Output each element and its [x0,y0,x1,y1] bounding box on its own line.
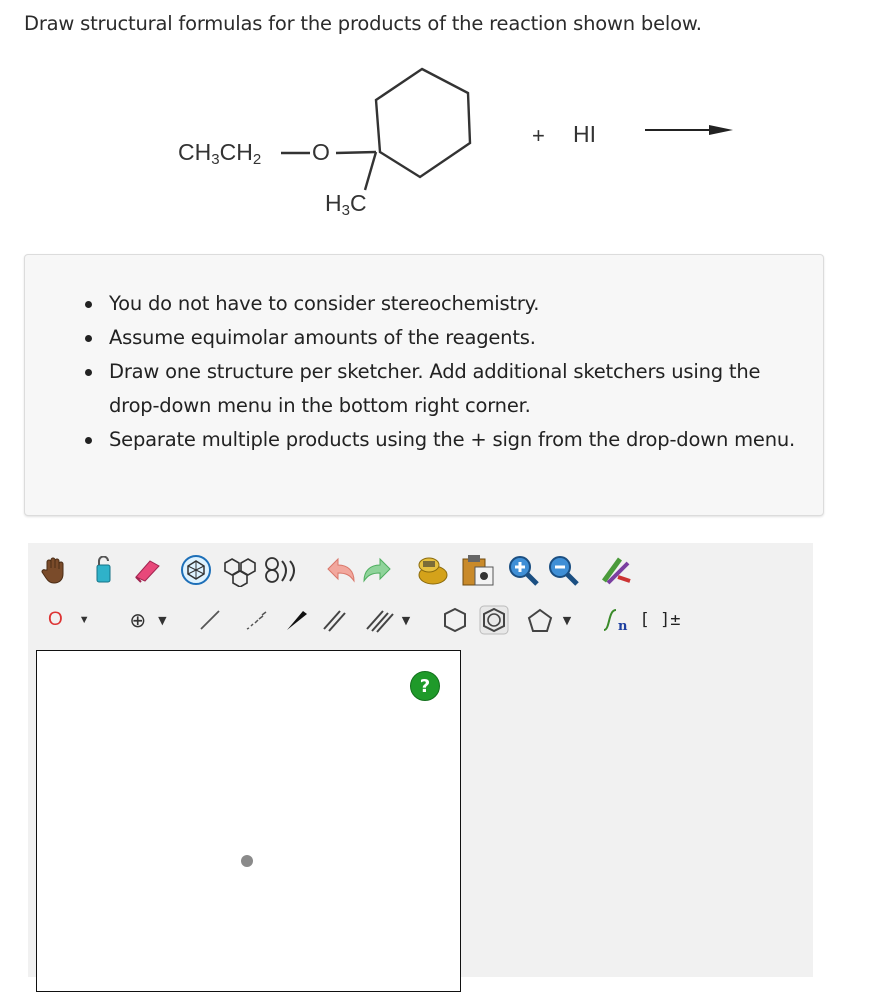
copy-icon[interactable] [414,552,452,588]
eraser-icon[interactable] [131,554,163,586]
sgroup-icon[interactable] [598,604,634,636]
element-selector[interactable] [40,603,104,637]
instruction-item: Assume equimolar amounts of the reagents. [109,321,803,355]
ethyl-group-label: $CH_3CH_2$ [178,139,262,168]
redo-icon[interactable] [360,554,396,586]
ring-template-icon[interactable] [222,552,260,588]
drawing-canvas[interactable] [36,650,461,992]
hand-icon[interactable] [38,554,70,586]
instructions-panel [24,254,824,516]
element-label: O [48,609,63,630]
chevron-down-icon: ▼ [158,613,167,627]
hashed-bond-icon[interactable] [238,604,274,636]
instructions-list [25,255,823,457]
charge-selector[interactable] [118,604,178,636]
benzene-ring-icon[interactable] [476,604,512,636]
chain-template-icon[interactable] [262,552,302,588]
chevron-down-icon: ▼ [401,613,411,627]
clear-icon[interactable] [88,554,120,586]
oxygen-ring-bond [336,152,376,153]
paste-icon[interactable] [458,552,496,588]
chevron-down-icon: ▼ [562,613,572,627]
canvas-origin-marker [241,855,253,867]
zoom-in-icon[interactable] [505,552,541,588]
bracket-charge-icon[interactable] [638,604,682,636]
bracket-label: [ ]± [639,610,681,630]
svg-text:n: n [618,619,628,634]
methyl-label: $H_3C$ [325,190,367,219]
plus-charge-icon: ⊕ [129,608,147,632]
help-button[interactable]: ? [410,671,440,701]
zoom-out-icon[interactable] [545,552,581,588]
template-icon[interactable] [178,552,214,588]
undo-icon[interactable] [322,554,358,586]
oxygen-label: O [312,139,330,165]
instruction-item: You do not have to consider stereochemistry. [109,287,803,321]
wedge-bond-icon[interactable] [278,604,314,636]
double-bond-icon[interactable] [316,604,352,636]
single-bond-icon[interactable] [192,604,228,636]
triple-bond-selector[interactable] [354,604,418,636]
chevron-down-icon: ▼ [78,614,90,626]
cyclopentane-selector[interactable] [516,604,580,636]
instruction-item: Separate multiple products using the + sign from the drop-down menu. [109,423,803,457]
clean-structure-icon[interactable] [597,552,635,588]
question-prompt: Draw structural formulas for the products of the reaction shown below. [24,12,702,35]
methyl-bond [365,152,376,190]
reaction-scheme [0,55,884,230]
reagent-label: HI [573,121,596,147]
reaction-structure-drawing [0,55,884,230]
plus-sign: + [532,123,545,148]
cyclohexane-ring-icon[interactable] [438,604,472,636]
instruction-item: Draw one structure per sketcher. Add additional sketchers using the drop-down menu in the bottom right corner. [109,355,803,423]
cyclohexane-ring [376,69,470,177]
reaction-arrow-head [709,125,733,135]
